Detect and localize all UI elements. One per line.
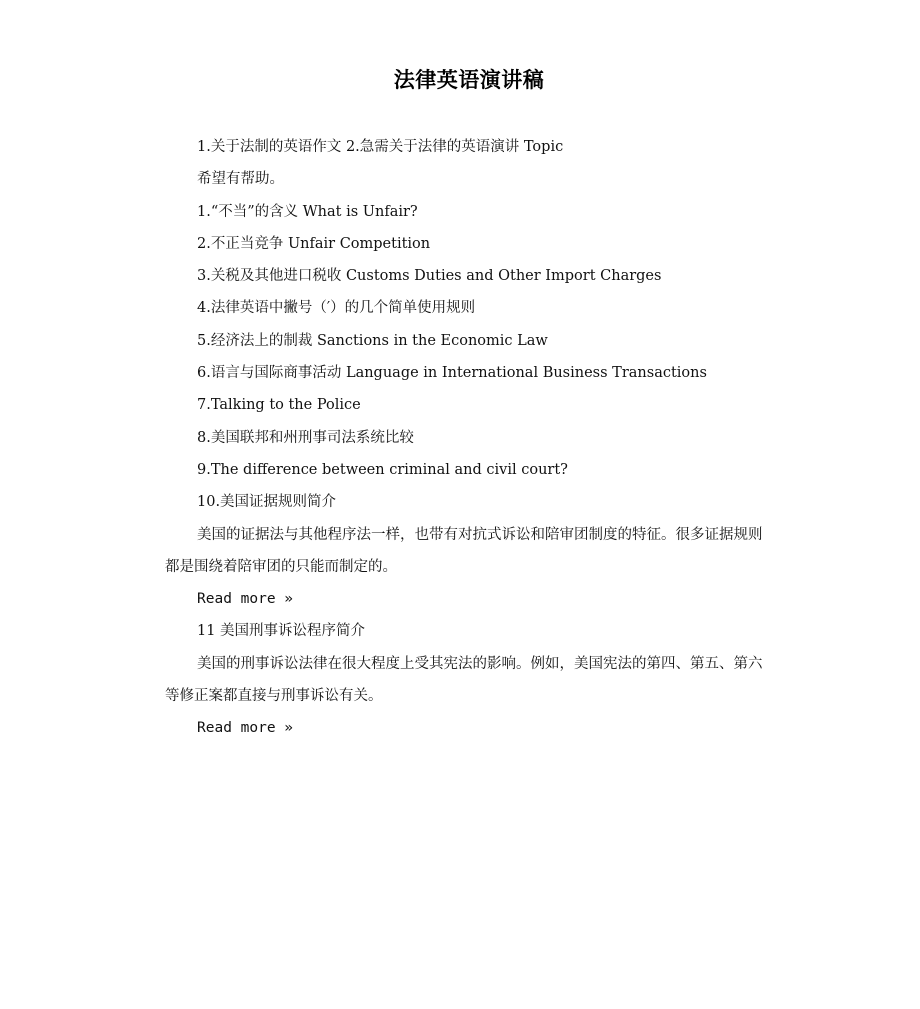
list-item-5: 5.经济法上的制裁 Sanctions in the Economic Law — [197, 332, 548, 349]
list-item-8: 8.美国联邦和州刑事司法系统比较 — [197, 429, 414, 446]
paragraph-hope: 希望有帮助。 — [197, 171, 284, 188]
paragraph-criminal-procedure-summary: 美国的刑事诉讼法律在很大程度上受其宪法的影响。例如，美国宪法的第四、第五、第六等修正案都直接与刑事诉讼有关。 — [165, 655, 763, 705]
document-body — [165, 131, 765, 745]
list-item-1: 1.“不当”的含义 What is Unfair? — [197, 203, 418, 220]
list-item-10: 10.美国证据规则简介 — [197, 494, 337, 511]
list-item-9: 9.The difference between criminal and civil court? — [197, 461, 568, 478]
list-item-2: 2.不正当竞争 Unfair Competition — [197, 235, 431, 252]
document-title: 法律英语演讲稿 — [393, 68, 545, 92]
list-item-3: 3.关税及其他进口税收 Customs Duties and Other Import Charges — [197, 268, 662, 285]
list-item-4: 4.法律英语中撇号（′）的几个简单使用规则 — [197, 300, 476, 317]
paragraph-topic: 1.关于法制的英语作文 2.急需关于法律的英语演讲 Topic — [197, 139, 564, 155]
list-item-7: 7.Talking to the Police — [197, 397, 361, 414]
paragraph-evidence-summary: 美国的证据法与其他程序法一样，也带有对抗式诉讼和陪审团制度的特征。很多证据规则都是围绕着陪审团的只能而制定的。 — [165, 526, 763, 575]
read-more-link[interactable]: Read more » — [197, 591, 294, 608]
list-item-11: 11 美国刑事诉讼程序简介 — [197, 623, 366, 640]
list-item-6: 6.语言与国际商事活动 Language in International Business Transactions — [197, 365, 707, 382]
read-more-link[interactable]: Read more » — [197, 720, 294, 737]
